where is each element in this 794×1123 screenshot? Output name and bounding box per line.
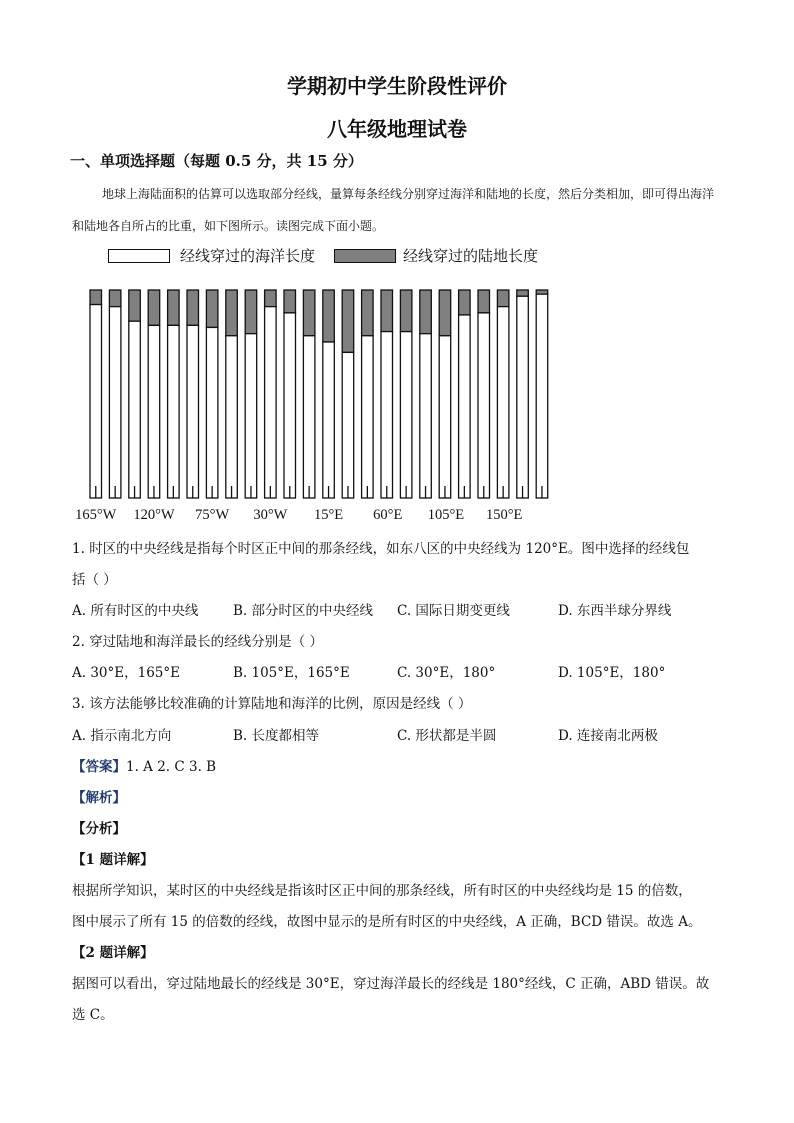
fenxi-tag: 【分析】 bbox=[72, 821, 126, 837]
land-segment bbox=[517, 290, 529, 296]
bar-45°W bbox=[245, 290, 257, 498]
bar-165°E bbox=[517, 290, 529, 498]
land-segment bbox=[459, 290, 471, 315]
x-tick-label: 150°E bbox=[485, 507, 523, 523]
x-tick-label: 75°W bbox=[195, 507, 230, 523]
question-3-number: 3. bbox=[72, 696, 85, 712]
question-3-option-a[interactable]: A. 指示南北方向 bbox=[72, 728, 172, 744]
bar-15°E bbox=[323, 290, 335, 498]
land-segment bbox=[420, 290, 432, 334]
x-tick-label: 60°E bbox=[373, 507, 403, 523]
land-segment bbox=[323, 290, 335, 342]
question-2-option-b[interactable]: B. 105°E，165°E bbox=[233, 665, 350, 681]
ocean-segment bbox=[265, 307, 277, 498]
q1-detail-line1: 根据所学知识，某时区的中央经线是指该时区正中间的那条经线，所有时区的中央经线均是 15 的倍数， bbox=[72, 883, 692, 899]
land-segment bbox=[439, 290, 451, 336]
question-1-stem-line1 bbox=[72, 537, 689, 557]
bar-105°W bbox=[168, 290, 180, 498]
question-2-option-a[interactable]: A. 30°E，165°E bbox=[72, 665, 180, 681]
question-1-stem-line2: 括（ ） bbox=[72, 572, 117, 588]
land-segment bbox=[148, 290, 160, 325]
q2-detail-line1: 据图可以看出，穿过陆地最长的经线是 30°E，穿过海洋最长的经线是 180°经线，C 正确，ABD 错误。故 bbox=[72, 976, 710, 992]
bar-150°E bbox=[497, 290, 509, 498]
ocean-segment bbox=[303, 336, 315, 498]
question-2-option-d[interactable]: D. 105°E，180° bbox=[558, 665, 666, 681]
question-1-text: 时区的中央经线是指每个时区正中间的那条经线，如东八区的中央经线为 120°E。图中选择的经线包 bbox=[89, 541, 690, 557]
q2-detail-line2: 选 C。 bbox=[72, 1007, 114, 1023]
bar-75°E bbox=[400, 290, 412, 498]
ocean-segment bbox=[90, 305, 102, 498]
land-segment bbox=[168, 290, 180, 325]
ocean-segment bbox=[109, 307, 121, 498]
q1-detail-line2: 图中展示了所有 15 的倍数的经线，故图中显示的是所有时区的中央经线，A 正确，BCD 错误。故选 A。 bbox=[72, 914, 702, 930]
ocean-segment bbox=[362, 336, 374, 498]
question-3-option-b[interactable]: B. 长度都相等 bbox=[233, 728, 320, 744]
land-segment bbox=[362, 290, 374, 336]
legend-ocean-swatch bbox=[108, 249, 170, 263]
land-segment bbox=[187, 290, 199, 325]
bar-180° bbox=[536, 290, 548, 498]
ocean-segment bbox=[226, 336, 238, 498]
question-2-stem bbox=[72, 630, 323, 650]
answer-line bbox=[72, 755, 216, 775]
ocean-segment bbox=[439, 336, 451, 498]
land-segment bbox=[303, 290, 315, 336]
bar-120°E bbox=[459, 290, 471, 498]
question-3-stem bbox=[72, 692, 471, 712]
ocean-segment bbox=[517, 296, 529, 498]
question-2-option-c[interactable]: C. 30°E，180° bbox=[397, 665, 496, 681]
ocean-segment bbox=[478, 313, 490, 498]
question-1-option-b[interactable]: B. 部分时区的中央经线 bbox=[233, 603, 374, 619]
bar-60°W bbox=[226, 290, 238, 498]
land-segment bbox=[497, 290, 509, 307]
ocean-segment bbox=[420, 334, 432, 498]
bar-75°W bbox=[206, 290, 218, 498]
x-tick-label: 30°W bbox=[253, 507, 288, 523]
land-segment bbox=[265, 290, 277, 307]
legend-land-label: 经线穿过的陆地长度 bbox=[403, 247, 539, 265]
land-segment bbox=[245, 290, 257, 334]
ocean-segment bbox=[187, 325, 199, 498]
x-tick-label: 15°E bbox=[313, 507, 344, 523]
jiexi-tag: 【解析】 bbox=[72, 790, 126, 806]
meridian-bar-chart bbox=[70, 280, 570, 525]
legend-ocean-label: 经线穿过的海洋长度 bbox=[180, 247, 316, 265]
question-2-number: 2. bbox=[72, 634, 85, 650]
x-tick-label: 120°W bbox=[133, 507, 175, 523]
land-segment bbox=[129, 290, 141, 321]
ocean-segment bbox=[400, 332, 412, 498]
land-segment bbox=[284, 290, 296, 313]
answer-text: 1. A 2. C 3. B bbox=[126, 759, 217, 775]
bar-45°E bbox=[362, 290, 374, 498]
bar-150°W bbox=[109, 290, 121, 498]
question-3-option-c[interactable]: C. 形状都是半圆 bbox=[397, 728, 497, 744]
bar-30°E bbox=[342, 290, 354, 498]
land-segment bbox=[478, 290, 490, 313]
ocean-segment bbox=[342, 352, 354, 498]
bar-30°W bbox=[265, 290, 277, 498]
bar-135°E bbox=[478, 290, 490, 498]
question-1-option-c[interactable]: C. 国际日期变更线 bbox=[397, 603, 510, 619]
land-segment bbox=[400, 290, 412, 332]
ocean-segment bbox=[497, 307, 509, 498]
intro-paragraph: 地球上海陆面积的估算可以选取部分经线，量算每条经线分别穿过海洋和陆地的长度，然后分类相加，即可得出海洋和陆地各自所占的比重，如下图所示。读图完成下面小题。 bbox=[72, 187, 715, 233]
ocean-segment bbox=[323, 342, 335, 498]
ocean-segment bbox=[168, 325, 180, 498]
answer-tag: 【答案】 bbox=[72, 759, 126, 775]
land-segment bbox=[226, 290, 238, 336]
page-title: 学期初中学生阶段性评价 bbox=[287, 74, 507, 98]
x-tick-label: 105°E bbox=[427, 507, 465, 523]
ocean-segment bbox=[245, 334, 257, 498]
land-segment bbox=[109, 290, 121, 307]
question-1-option-d[interactable]: D. 东西半球分界线 bbox=[558, 603, 672, 619]
bar-90°W bbox=[187, 290, 199, 498]
bar-135°W bbox=[129, 290, 141, 498]
x-tick-label: 165°W bbox=[75, 507, 117, 523]
question-3-text: 该方法能够比较准确的计算陆地和海洋的比例，原因是经线（ ） bbox=[89, 696, 472, 712]
page-subtitle: 八年级地理试卷 bbox=[327, 117, 467, 141]
q1-detail-tag: 【1 题详解】 bbox=[72, 852, 154, 868]
ocean-segment bbox=[284, 313, 296, 498]
land-segment bbox=[206, 290, 218, 327]
ocean-segment bbox=[536, 294, 548, 498]
bar-90°E bbox=[420, 290, 432, 498]
land-segment bbox=[342, 290, 354, 352]
ocean-segment bbox=[129, 321, 141, 498]
section-heading: 一、单项选择题（每题 0.5 分，共 15 分） bbox=[70, 152, 363, 170]
legend-land-swatch bbox=[334, 249, 396, 263]
bar-120°W bbox=[148, 290, 160, 498]
land-segment bbox=[90, 290, 102, 305]
ocean-segment bbox=[381, 332, 393, 498]
ocean-segment bbox=[459, 315, 471, 498]
bar-60°E bbox=[381, 290, 393, 498]
bar-165°W bbox=[90, 290, 102, 498]
ocean-segment bbox=[206, 327, 218, 498]
q2-detail-tag: 【2 题详解】 bbox=[72, 945, 154, 961]
question-1-option-a[interactable]: A. 所有时区的中央线 bbox=[72, 603, 199, 619]
ocean-segment bbox=[148, 325, 160, 498]
bar-15°W bbox=[284, 290, 296, 498]
question-3-option-d[interactable]: D. 连接南北两极 bbox=[558, 728, 658, 744]
question-2-text: 穿过陆地和海洋最长的经线分别是（ ） bbox=[89, 634, 323, 650]
bar-0° bbox=[303, 290, 315, 498]
land-segment bbox=[381, 290, 393, 332]
question-1-number: 1. bbox=[72, 541, 85, 557]
bar-105°E bbox=[439, 290, 451, 498]
